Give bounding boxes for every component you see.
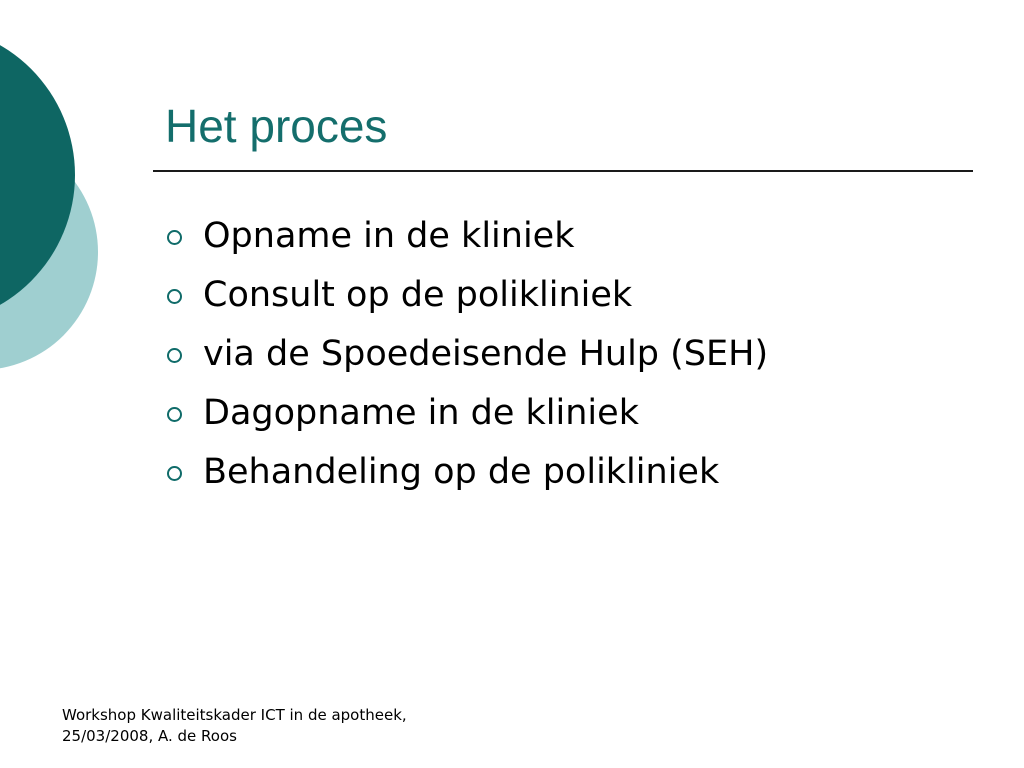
footer-line: 25/03/2008, A. de Roos <box>62 727 237 745</box>
slide-footer <box>62 705 407 747</box>
bullet-text: Dagopname in de kliniek <box>203 393 639 433</box>
bullet-text: Opname in de kliniek <box>203 216 575 256</box>
list-item <box>165 207 768 266</box>
list-item <box>165 266 768 325</box>
bullet-text: Behandeling op de polikliniek <box>203 452 720 492</box>
decorative-circles <box>0 0 120 420</box>
list-item <box>165 443 768 502</box>
title-divider <box>153 170 973 172</box>
list-item <box>165 384 768 443</box>
bullet-text: via de Spoedeisende Hulp (SEH) <box>203 334 769 374</box>
hollow-circle-bullet-icon <box>165 325 203 384</box>
bullet-text: Consult op de polikliniek <box>203 275 633 315</box>
hollow-circle-bullet-icon <box>165 207 203 266</box>
hollow-circle-bullet-icon <box>165 443 203 502</box>
list-item <box>165 325 768 384</box>
bullet-list <box>165 207 768 502</box>
footer-line: Workshop Kwaliteitskader ICT in de apotheek, <box>62 706 407 724</box>
hollow-circle-bullet-icon <box>165 266 203 325</box>
hollow-circle-bullet-icon <box>165 384 203 443</box>
slide-title: Het proces <box>165 100 388 152</box>
